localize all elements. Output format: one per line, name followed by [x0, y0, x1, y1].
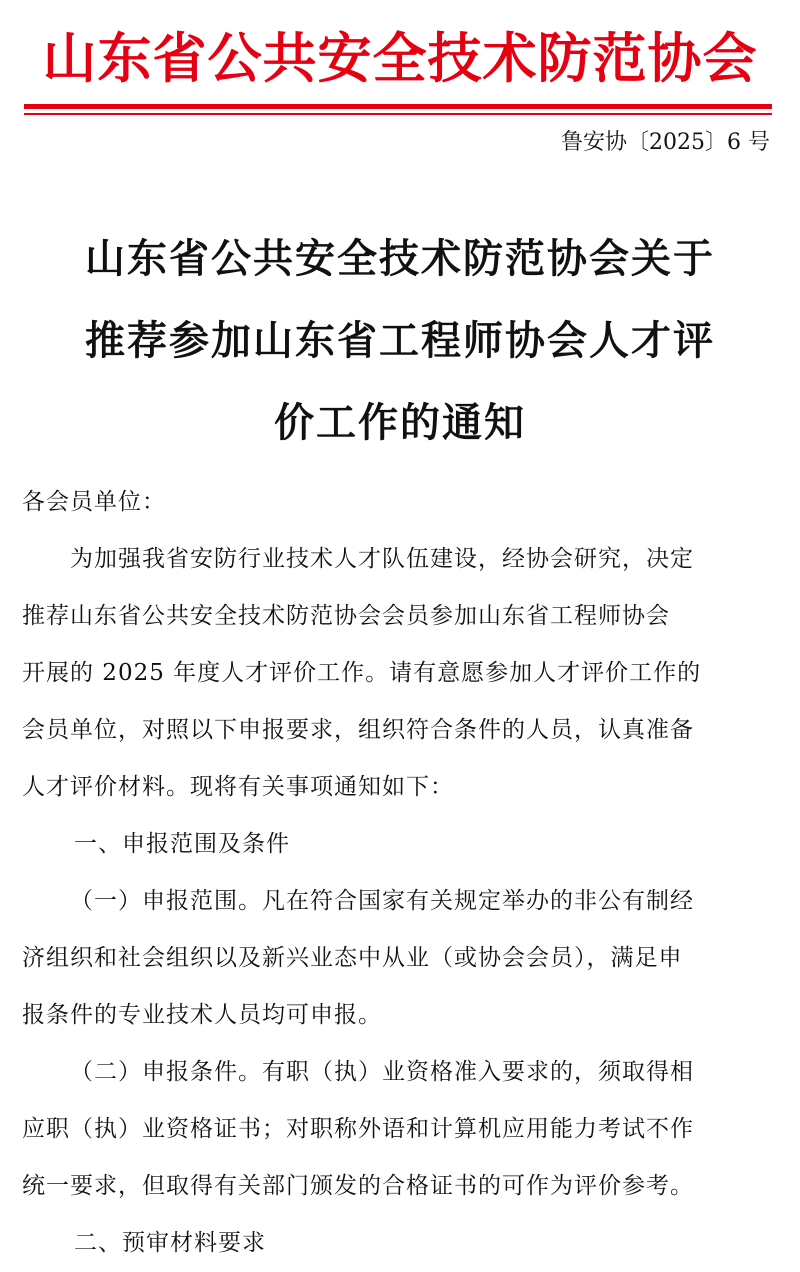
text-line: （一）申报范围。凡在符合国家有关规定举办的非公有制经	[70, 888, 694, 914]
text-line: 统一要求，但取得有关部门颁发的合格证书的可作为评价参考。	[22, 1173, 694, 1199]
text-line: 推荐山东省公共安全技术防范协会会员参加山东省工程师协会	[22, 603, 670, 629]
section-heading	[22, 1215, 778, 1272]
conditions-paragraph	[22, 1044, 778, 1215]
red-divider-thick	[24, 104, 772, 109]
text-line: （二）申报条件。有职（执）业资格准入要求的，须取得相	[70, 1059, 694, 1085]
scope-paragraph	[22, 873, 778, 1044]
text-line: 会员单位，对照以下申报要求，组织符合条件的人员，认真准备	[22, 717, 694, 743]
red-divider-thin	[24, 113, 772, 115]
text-line: 一、申报范围及条件	[74, 831, 290, 857]
title-line: 山东省公共安全技术防范协会关于	[85, 236, 715, 282]
document-number: 鲁安协〔2025〕6 号	[561, 130, 770, 155]
text-line: 二、预审材料要求	[74, 1230, 266, 1256]
section-heading	[22, 816, 778, 873]
title-line: 推荐参加山东省工程师协会人才评	[85, 318, 715, 364]
text-line: 应职（执）业资格证书；对职称外语和计算机应用能力考试不作	[22, 1116, 694, 1142]
text-line: 为加强我省安防行业技术人才队伍建设，经协会研究，决定	[70, 546, 694, 572]
org-name-header: 山东省公共安全技术防范协会	[42, 27, 758, 90]
document-title	[20, 218, 780, 464]
salutation	[22, 474, 778, 531]
title-line: 价工作的通知	[274, 400, 526, 446]
text-line: 人才评价材料。现将有关事项通知如下：	[22, 774, 454, 800]
text-line: 各会员单位：	[22, 489, 166, 515]
text-line: 开展的 2025 年度人才评价工作。请有意愿参加人才评价工作的	[22, 660, 702, 686]
text-line: 济组织和社会组织以及新兴业态中从业（或协会会员），满足申	[22, 945, 683, 971]
text-line: 报条件的专业技术人员均可申报。	[22, 1002, 382, 1028]
document-body	[22, 474, 778, 1272]
intro-paragraph	[22, 531, 778, 816]
